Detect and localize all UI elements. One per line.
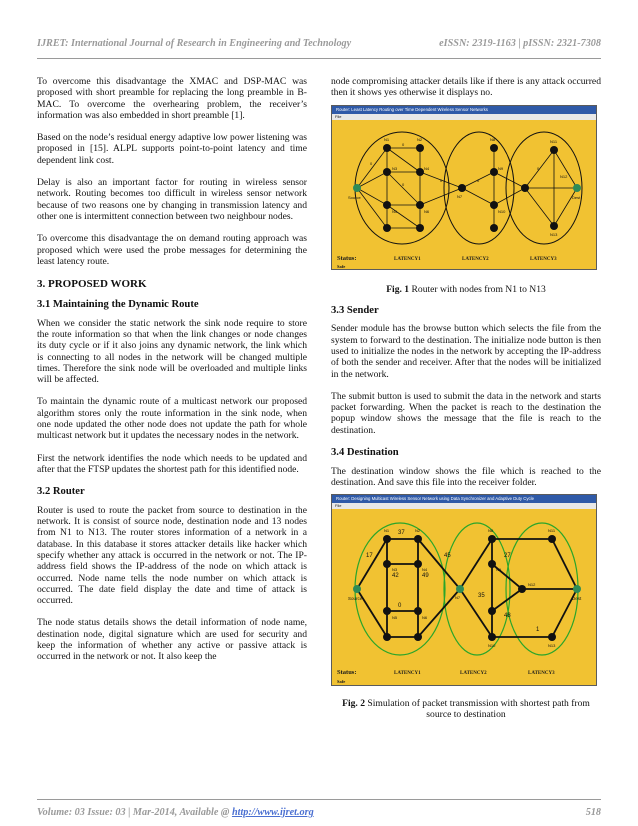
source-label: Source <box>348 194 361 200</box>
fig1-network-graph <box>332 120 596 270</box>
fig2-caption-text: Simulation of packet transmission with shortest path from source to destination <box>365 698 590 721</box>
node-label: N3 <box>392 567 398 573</box>
paragraph: Based on the node’s residual energy adaptive low power listening was proposed in [15]. ALPL supports point-to-point latency and time dependent link cost. <box>37 132 307 166</box>
subsection-heading: 3.2 Router <box>37 486 85 498</box>
fig2-file-menu: File <box>332 503 596 509</box>
fig1-caption-text: Router with nodes from N1 to N13 <box>409 283 546 295</box>
graph-node <box>548 633 556 641</box>
figure-2-caption <box>331 698 601 721</box>
fig1-latency3: LATENCY3 <box>530 256 557 262</box>
subsection-heading: 3.1 Maintaining the Dynamic Route <box>37 299 199 311</box>
graph-node <box>488 560 496 568</box>
graph-node <box>490 168 498 176</box>
edge-weight: 45 <box>444 553 451 560</box>
left-column <box>37 76 307 663</box>
node-label: N13 <box>550 231 558 237</box>
edge-weight: 42 <box>392 573 399 580</box>
graph-node <box>521 184 529 192</box>
fig1-latency1: LATENCY1 <box>394 256 421 262</box>
edge-weight: 49 <box>422 573 429 580</box>
graph-node <box>383 633 391 641</box>
fig2-caption-label: Fig. 2 <box>342 698 365 710</box>
fig1-file-menu: File <box>332 114 596 120</box>
graph-node <box>383 144 391 152</box>
edge-weight: 27 <box>504 553 511 560</box>
fig2-network-graph <box>332 509 596 684</box>
dest-node <box>573 184 581 192</box>
graph-node <box>383 168 391 176</box>
dest-label: Dest <box>572 194 581 200</box>
node-label: N6 <box>424 208 430 214</box>
footer-volume-text: Volume: 03 Issue: 03 | Mar-2014, Available @ <box>37 807 232 818</box>
journal-name: IJRET: International Journal of Research in Engineering and Technology <box>37 38 352 49</box>
node-label: N1 <box>384 528 390 534</box>
graph-node <box>488 607 496 615</box>
figure-1-caption <box>331 284 601 295</box>
node-label: N8 <box>490 136 496 142</box>
paragraph: Delay is also an important factor for routing in wireless sensor network. Routing becomes too difficult in wireless sensor network because of two reasons one by changing in transmission latency and other one is intermittent connection between two neighbour nodes. <box>37 177 307 222</box>
edge-weight: 0 <box>370 160 373 166</box>
dest-node <box>573 585 581 593</box>
edge-weight: 0 <box>402 181 405 187</box>
edge-weight: 1 <box>536 627 540 634</box>
figure-2-screenshot <box>331 494 597 686</box>
edge-weight: 0 <box>402 141 405 147</box>
paragraph: To maintain the dynamic route of a multicast network our proposed algorithm stores only the route information in the sink node, when one node updated the other node does not update the path for whole multicast network but it updates the necessary nodes in the network. <box>37 396 307 442</box>
fig2-latency1: LATENCY1 <box>394 671 421 677</box>
node-label: N11 <box>548 528 556 534</box>
graph-node <box>414 633 422 641</box>
section-heading: 3. PROPOSED WORK <box>37 278 147 291</box>
node-label: N5 <box>392 208 398 214</box>
paragraph: Router is used to route the packet from source to destination in the network. It is consist of source node, destination node and 13 nodes from N1 to N13. The router stores information of a network in a database. In this database it stores attacker details like hacker which specify whether any attack is occurred in the network or not. The IP-address field shows the IP-address of the node on which attack is occurred. Node name tells the node number on which attack is occurred. The date field display the date and time of attack is occurred. <box>37 504 307 607</box>
graph-node <box>490 144 498 152</box>
node-label: N9 <box>496 567 502 573</box>
node-label: N9 <box>498 165 504 171</box>
fig1-status-value: Safe <box>337 263 346 269</box>
graph-node <box>383 607 391 615</box>
fig2-status-value: Safe <box>337 679 346 685</box>
fig1-latency2: LATENCY2 <box>462 256 489 262</box>
graph-node <box>416 224 424 232</box>
edge-weight: 0 <box>477 177 480 183</box>
node-label: N7 <box>457 193 463 199</box>
paragraph: Sender module has the browse button which selects the file from the system to forward to the destination. The initialize node button is then used to initialize the nodes in the network by accepting the IP-address of both the sender and receiver. After that the nodes will be initialized in the network. <box>331 323 601 380</box>
paragraph: The submit button is used to submit the data in the network and starts packet forwarding. When the packet is reach to the destination the popup window shows the message that the file is reach to the destination. <box>331 390 601 436</box>
node-label: N8 <box>488 528 494 534</box>
fig1-caption-label: Fig. 1 <box>386 283 410 295</box>
fig2-window-title: Router: Designing Multicast Wireless Sensor Network using Data Synchronizer and Adaptive Duty Cycle <box>332 495 596 503</box>
graph-node <box>414 560 422 568</box>
node-label: N12 <box>560 173 568 179</box>
source-node <box>353 184 361 192</box>
journal-link[interactable]: http://www.ijret.org <box>231 807 314 818</box>
graph-node <box>383 560 391 568</box>
graph-node <box>490 224 498 232</box>
paragraph: First the network identifies the node which needs to be updated and after that the FTSP updates the shortest path for this identified node. <box>37 452 307 475</box>
issn: eISSN: 2319-1163 | pISSN: 2321-7308 <box>439 38 601 49</box>
dest-label: Dest <box>572 596 582 602</box>
graph-node <box>383 224 391 232</box>
fig2-status-label: Status: <box>337 669 357 677</box>
graph-node <box>488 633 496 641</box>
edge-weight: 0 <box>440 177 443 183</box>
node-label: N13 <box>548 643 556 649</box>
edge-weight: 37 <box>398 530 405 537</box>
graph-node <box>488 535 496 543</box>
graph-node <box>458 184 466 192</box>
source-node <box>353 585 361 593</box>
paragraph: To overcome this disadvantage the on demand routing approach was proposed which were used the probe messages for determining the least latency route. <box>37 233 307 267</box>
node-label: N4 <box>424 165 430 171</box>
graph-node-active <box>456 585 464 593</box>
edge-weight: 0 <box>537 165 540 171</box>
node-label: N4 <box>422 567 428 573</box>
graph-node <box>548 535 556 543</box>
page-number: 518 <box>585 807 601 818</box>
graph-node <box>383 201 391 209</box>
node-label: N11 <box>550 138 558 144</box>
edge-weight: 0 <box>398 603 402 610</box>
graph-node <box>518 585 526 593</box>
node-label: N10 <box>488 643 496 649</box>
paragraph: To overcome this disadvantage the XMAC and DSP-MAC was proposed with short preamble for replacing the long preamble in B-MAC. To overcome the overhearing problem, the receiver’s information was also embedded in short preamble [1]. <box>37 76 307 121</box>
subsection-heading: 3.3 Sender <box>331 304 379 316</box>
graph-node <box>416 201 424 209</box>
fig2-latency3: LATENCY3 <box>528 671 555 677</box>
node-label: N2 <box>417 136 423 142</box>
footer-rule <box>37 799 601 800</box>
node-label: N3 <box>392 165 398 171</box>
node-label: N5 <box>392 615 398 621</box>
graph-node <box>490 201 498 209</box>
graph-node <box>414 535 422 543</box>
paragraph: The node status details shows the detail information of node name, destination node, digital signature which are used for security and keep the information of whether any active or passive attack is occurred in the network or not. It also keep the <box>37 617 307 663</box>
graph-node <box>416 144 424 152</box>
header-rule <box>37 58 601 59</box>
figure-1-screenshot <box>331 105 597 270</box>
node-label: N12 <box>528 582 536 588</box>
fig2-latency2: LATENCY2 <box>460 671 487 677</box>
paragraph: When we consider the static network the sink node require to store the route information so that when the link changes or node changes its duty cycle or if it also joins any dynamic network, the link which is connecting to all nodes in the network will be changed multiple times. Therefore the sink node will be overloaded and multiple links will be affected. <box>37 317 307 386</box>
edge-weight: 17 <box>366 553 373 560</box>
graph-node <box>550 222 558 230</box>
edge-weight: 48 <box>504 613 511 620</box>
paragraph: The destination window shows the file which is reached to the destination. And save this file into the receiver folder. <box>331 465 601 488</box>
node-label: N6 <box>422 615 428 621</box>
graph-node <box>414 607 422 615</box>
edge-weight: 35 <box>478 593 485 600</box>
fig1-window-title: Router: Least Latency Routing over Time Dependent Wireless Sensor Networks <box>332 106 596 114</box>
graph-node <box>383 535 391 543</box>
graph-node <box>416 168 424 176</box>
node-label: N1 <box>384 136 390 142</box>
running-header <box>37 38 601 54</box>
subsection-heading: 3.4 Destination <box>331 447 399 459</box>
node-label: N2 <box>415 528 421 534</box>
node-label: N7 <box>455 595 461 601</box>
graph-node <box>550 146 558 154</box>
node-label: N10 <box>498 208 506 214</box>
paragraph: node compromising attacker details like if there is any attack occurred then it shows yes otherwise it displays no. <box>331 76 601 99</box>
footer-volume <box>37 807 314 818</box>
running-footer <box>37 807 601 821</box>
fig1-status-label: Status: <box>337 254 357 262</box>
source-label: Source <box>348 596 363 602</box>
right-column <box>331 76 601 731</box>
